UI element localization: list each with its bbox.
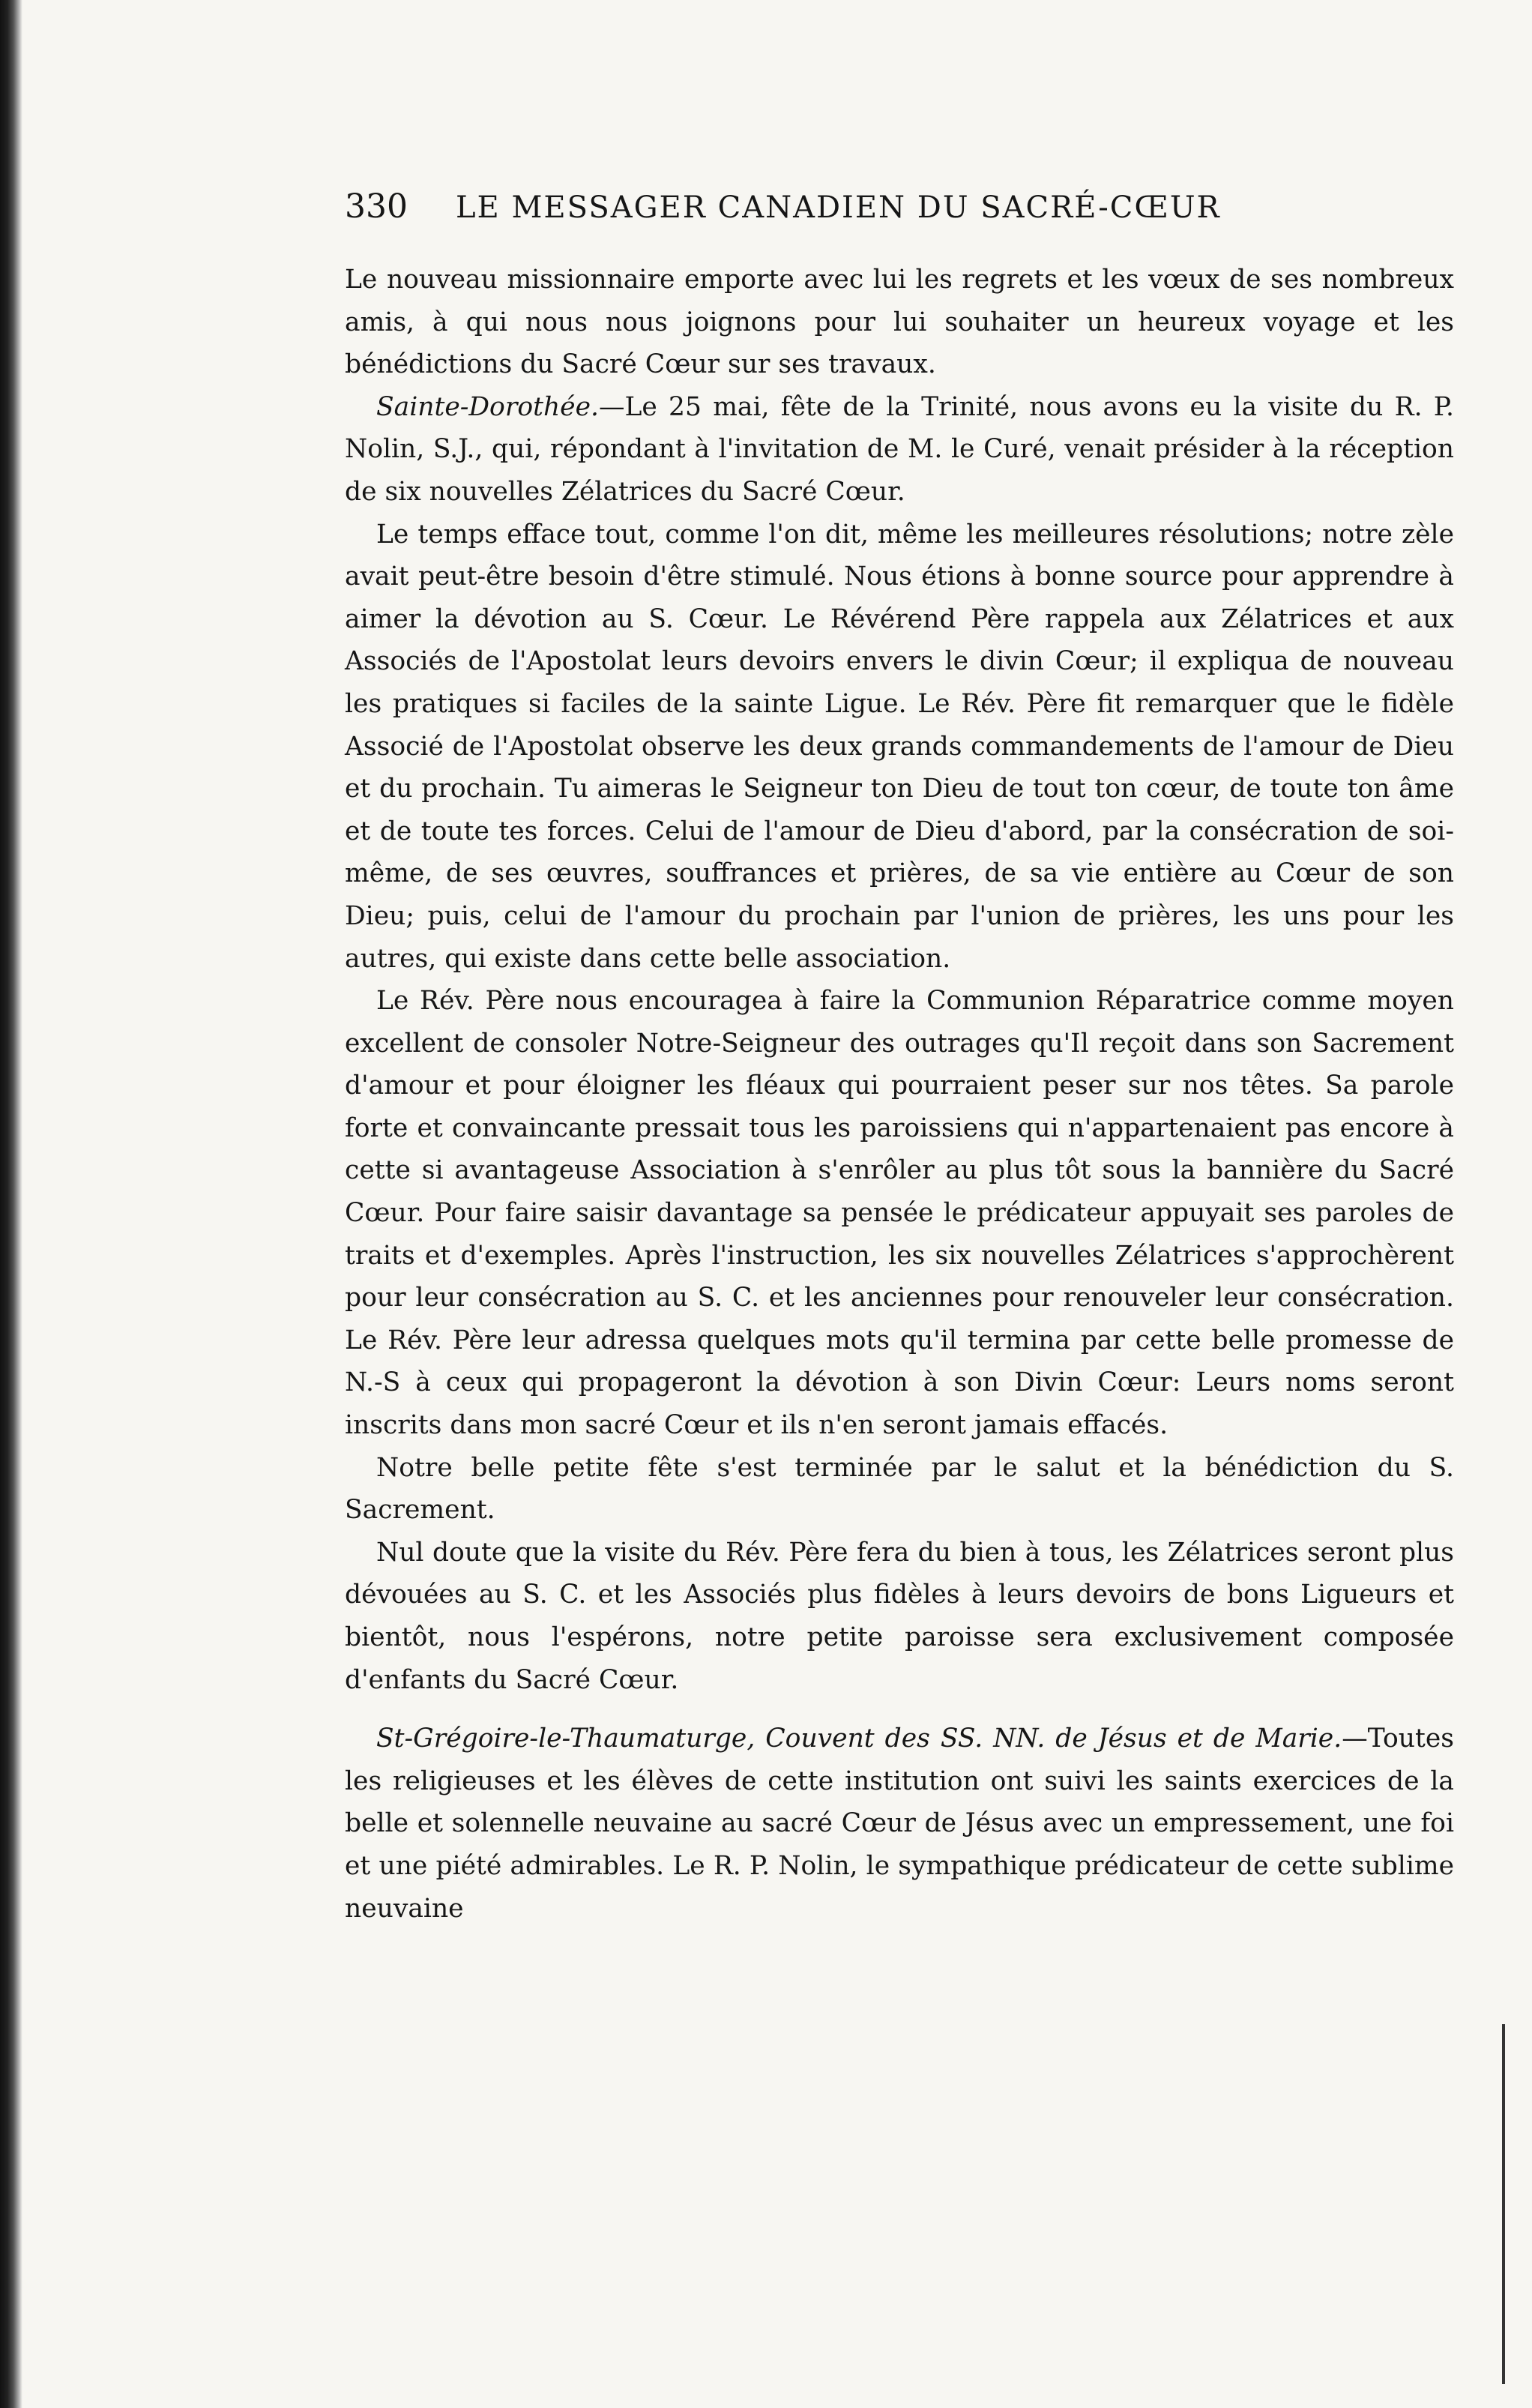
running-title: LE MESSAGER CANADIEN DU SACRÉ-CŒUR — [455, 190, 1221, 225]
paragraph-4 — [345, 980, 1454, 1447]
paragraph-4-text: Le Rév. Père nous encouragea à faire la Communion Réparatrice comme moyen excellent de consoler Notre-Seigneur des outrages qu'Il reçoit dans son Sacrement d'amour et pour éloigner les fléaux qui pourraient peser sur nos têtes. Sa parole forte et convaincante pressait tous les paroissiens qui n'appartenaient pas encore à cette si avantageuse Association à s'enrôler au plus tôt sous la bannière du Sacré Cœur. Pour faire saisir davantage sa pensée le prédicateur appuyait ses paroles de traits et d'exemples. Après l'instruction, les six nouvelles Zélatrices s'approchèrent pour leur consécration au S. C. et les anciennes pour renouveler leur consécration. Le Rév. Père leur adressa quelques mots qu'il termina par cette belle promesse de N.-S à ceux qui propageront la dévotion à son Divin Cœur: Leurs noms seront inscrits dans mon sacré Cœur et ils n'en seront jamais effacés. — [345, 986, 1454, 1441]
paragraph-3 — [345, 514, 1454, 981]
paragraph-2-location: Sainte-Dorothée. — [376, 391, 599, 422]
paragraph-1 — [345, 259, 1454, 386]
paragraph-2 — [345, 386, 1454, 514]
paragraph-1-text: Le nouveau missionnaire emporte avec lui les regrets et les vœux de ses nombreux amis, à qui nous nous joignons pour lui souhaiter un heureux voyage et les bénédictions du Sacré Cœur sur ses travaux. — [345, 265, 1454, 380]
paragraph-5 — [345, 1447, 1454, 1532]
paragraph-7-location: St-Grégoire-le-Thaumaturge, Couvent des SS. NN. de Jésus et de Marie. — [376, 1724, 1342, 1754]
paragraph-6 — [345, 1532, 1454, 1701]
paragraph-7 — [345, 1718, 1454, 1930]
scan-edge-left — [0, 0, 22, 2408]
paragraph-5-text: Notre belle petite fête s'est terminée par le salut et la bénédiction du S. Sacrement. — [345, 1452, 1454, 1526]
page-header — [345, 187, 1454, 226]
page-number: 330 — [345, 187, 408, 226]
paragraph-3-text: Le temps efface tout, comme l'on dit, même les meilleures résolutions; notre zèle avait peut-être besoin d'être stimulé. Nous étions à bonne source pour apprendre à aimer la dévotion au S. Cœur. Le Révérend Père rappela aux Zélatrices et aux Associés de l'Apostolat leurs devoirs envers le divin Cœur; il expliqua de nouveau les pratiques si faciles de la sainte Ligue. Le Rév. Père fit remarquer que le fidèle Associé de l'Apostolat observe les deux grands commandements de l'amour de Dieu et du prochain. Tu aimeras le Seigneur ton Dieu de tout ton cœur, de toute ton âme et de toute tes forces. Celui de l'amour de Dieu d'abord, par la consécration de soi-même, de ses œuvres, souffrances et prières, de sa vie entière au Cœur de son Dieu; puis, celui de l'amour du prochain par l'union de prières, les uns pour les autres, qui existe dans cette belle association. — [345, 519, 1454, 974]
paragraph-7-text: —Toutes les religieuses et les élèves de cette institution ont suivi les saints exercices de la belle et solennelle neuvaine au sacré Cœur de Jésus avec un empressement, une foi et une piété admirables. Le R. P. Nolin, le sympathique prédicateur de cette sublime neuvaine — [345, 1724, 1454, 1924]
scan-edge-right — [1502, 2024, 1505, 2384]
paragraph-6-text: Nul doute que la visite du Rév. Père fera du bien à tous, les Zélatrices seront plus dévouées au S. C. et les Associés plus fidèles à leurs devoirs de bons Ligueurs et bientôt, nous l'espérons, notre petite paroisse sera exclusivement composée d'enfants du Sacré Cœur. — [345, 1537, 1454, 1695]
document-page — [345, 187, 1454, 1930]
paragraph-2-text: —Le 25 mai, fête de la Trinité, nous avons eu la visite du R. P. Nolin, S.J., qui, répondant à l'invitation de M. le Curé, venait présider à la réception de six nouvelles Zélatrices du Sacré Cœur. — [345, 391, 1454, 507]
body-text — [345, 259, 1454, 1930]
